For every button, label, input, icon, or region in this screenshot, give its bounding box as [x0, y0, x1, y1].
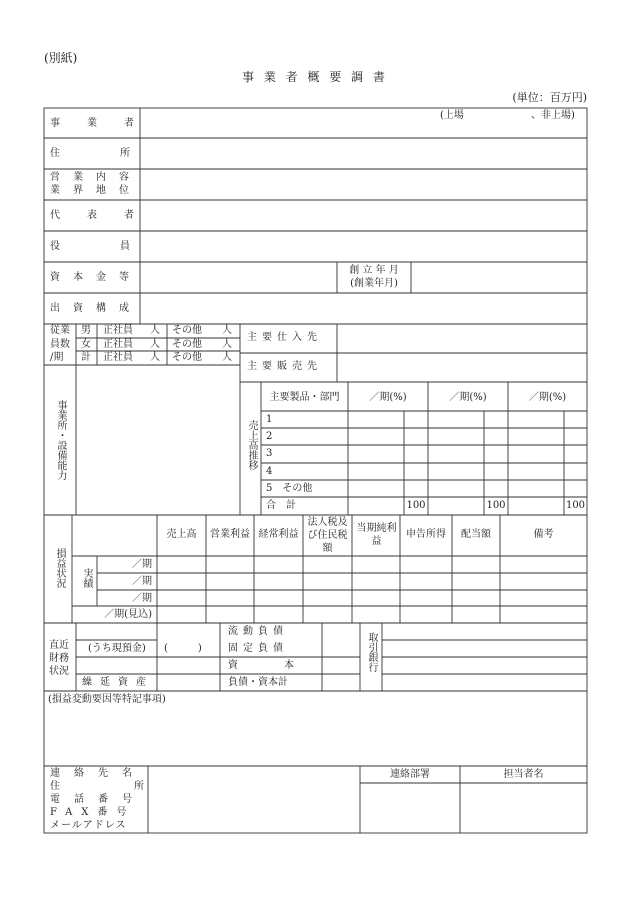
- employee-unit: 人: [150, 325, 160, 336]
- label-business-name: 事業者: [50, 118, 161, 129]
- label-total-liabilities-equity: 負債・資本計: [228, 677, 288, 688]
- employee-regular-label: 正社員: [103, 339, 133, 350]
- product-row-2: 2: [266, 431, 273, 442]
- employee-sex-female: 女: [81, 339, 91, 350]
- label-banks: 取引銀行: [366, 632, 377, 672]
- employee-other-label: その他: [172, 339, 202, 350]
- product-row-3: 3: [266, 448, 273, 459]
- total-percent-3: 100: [565, 500, 586, 511]
- column-corporate-tax: 法人税及び住民税額: [307, 517, 348, 554]
- column-ordinary-profit: 経常利益: [258, 529, 299, 540]
- column-declared-income: 申告所得: [406, 529, 446, 540]
- header-main-products: 主要製品・部門: [269, 392, 340, 403]
- listing-close: 、非上場): [531, 110, 575, 121]
- total-percent-1: 100: [406, 500, 426, 511]
- label-address: 住所: [50, 148, 190, 159]
- label-employees-2: 員数: [50, 339, 70, 350]
- label-sales-trend: 売上高推移: [246, 420, 257, 470]
- label-actual: 実績: [81, 568, 92, 588]
- employee-total: 計: [81, 352, 91, 363]
- label-contact-address: 住所: [50, 781, 218, 792]
- employee-other-label: その他: [172, 352, 202, 363]
- label-representative: 代表者: [50, 210, 161, 221]
- label-remarks: (損益変動要因等特記事項): [48, 694, 166, 705]
- document-title: 事 業 者 概 要 調 書: [242, 70, 388, 84]
- label-phone: 電話番号: [50, 794, 146, 805]
- column-remarks: 備考: [533, 529, 554, 540]
- total-percent-2: 100: [486, 500, 506, 511]
- product-row-1: 1: [266, 414, 273, 425]
- employee-unit: 人: [222, 325, 232, 336]
- label-capital: 資本金等: [50, 272, 142, 283]
- employee-unit: 人: [222, 339, 232, 350]
- label-main-suppliers: 主要仕入先: [247, 332, 322, 343]
- header-period-1: ／期(%): [369, 392, 407, 403]
- column-net-income: 当期純利益: [356, 523, 397, 547]
- period-row-1: ／期: [132, 559, 152, 570]
- label-main-customers: 主要販売先: [247, 361, 322, 372]
- label-investment: 出資構成: [50, 303, 142, 314]
- label-deferred-assets: 繰延資産: [82, 677, 154, 688]
- period-forecast: ／期(見込): [104, 609, 152, 620]
- label-industry-position: 業界地位: [50, 185, 142, 196]
- product-row-5: 5 その他: [266, 483, 313, 494]
- label-officers: 役員: [50, 241, 190, 252]
- label-founding-alt: (創業年月): [350, 278, 398, 289]
- employee-unit: 人: [150, 339, 160, 350]
- label-recent-financial: 直近財務状況: [49, 640, 69, 677]
- header-period-2: ／期(%): [449, 392, 487, 403]
- label-email: メールアドレス: [50, 820, 127, 831]
- unit-label: (単位：百万円): [512, 91, 587, 104]
- label-person-in-charge: 担当者名: [503, 769, 544, 780]
- label-fax: FAX番号: [50, 807, 136, 818]
- label-equity: 資本: [228, 660, 340, 671]
- label-contact-department: 連絡部署: [390, 769, 430, 780]
- employee-regular-label: 正社員: [103, 352, 133, 363]
- column-operating-profit: 営業利益: [210, 529, 250, 540]
- column-sales: 売上高: [166, 529, 197, 540]
- annex-label: (別紙): [44, 51, 78, 65]
- period-row-2: ／期: [132, 576, 152, 587]
- employee-unit: 人: [150, 352, 160, 363]
- cash-deposits-paren: ( ): [164, 643, 202, 654]
- product-row-4: 4: [266, 466, 273, 477]
- label-fixed-liabilities: 固定負債: [228, 643, 288, 654]
- label-contact-name: 連絡先名: [50, 768, 146, 779]
- label-cash-deposits: (うち現預金): [88, 643, 146, 654]
- label-employees-1: 従業: [50, 325, 70, 336]
- listing-open: (上場: [440, 110, 464, 121]
- label-facilities: 事業所・設備能力: [55, 400, 66, 480]
- label-profit-status: 損益状況: [54, 548, 65, 588]
- column-dividends: 配当額: [461, 529, 491, 540]
- period-row-3: ／期: [132, 593, 152, 604]
- label-business-content: 営業内容: [50, 172, 142, 183]
- header-period-3: ／期(%): [528, 392, 567, 403]
- employee-sex-male: 男: [81, 325, 91, 336]
- employee-unit: 人: [222, 352, 232, 363]
- label-employees-3: /期: [50, 352, 64, 363]
- label-founding: 創 立 年 月: [349, 265, 399, 276]
- employee-other-label: その他: [172, 325, 202, 336]
- employee-regular-label: 正社員: [103, 325, 133, 336]
- label-current-liabilities: 流動負債: [228, 626, 288, 637]
- product-total-label: 合 計: [266, 500, 296, 511]
